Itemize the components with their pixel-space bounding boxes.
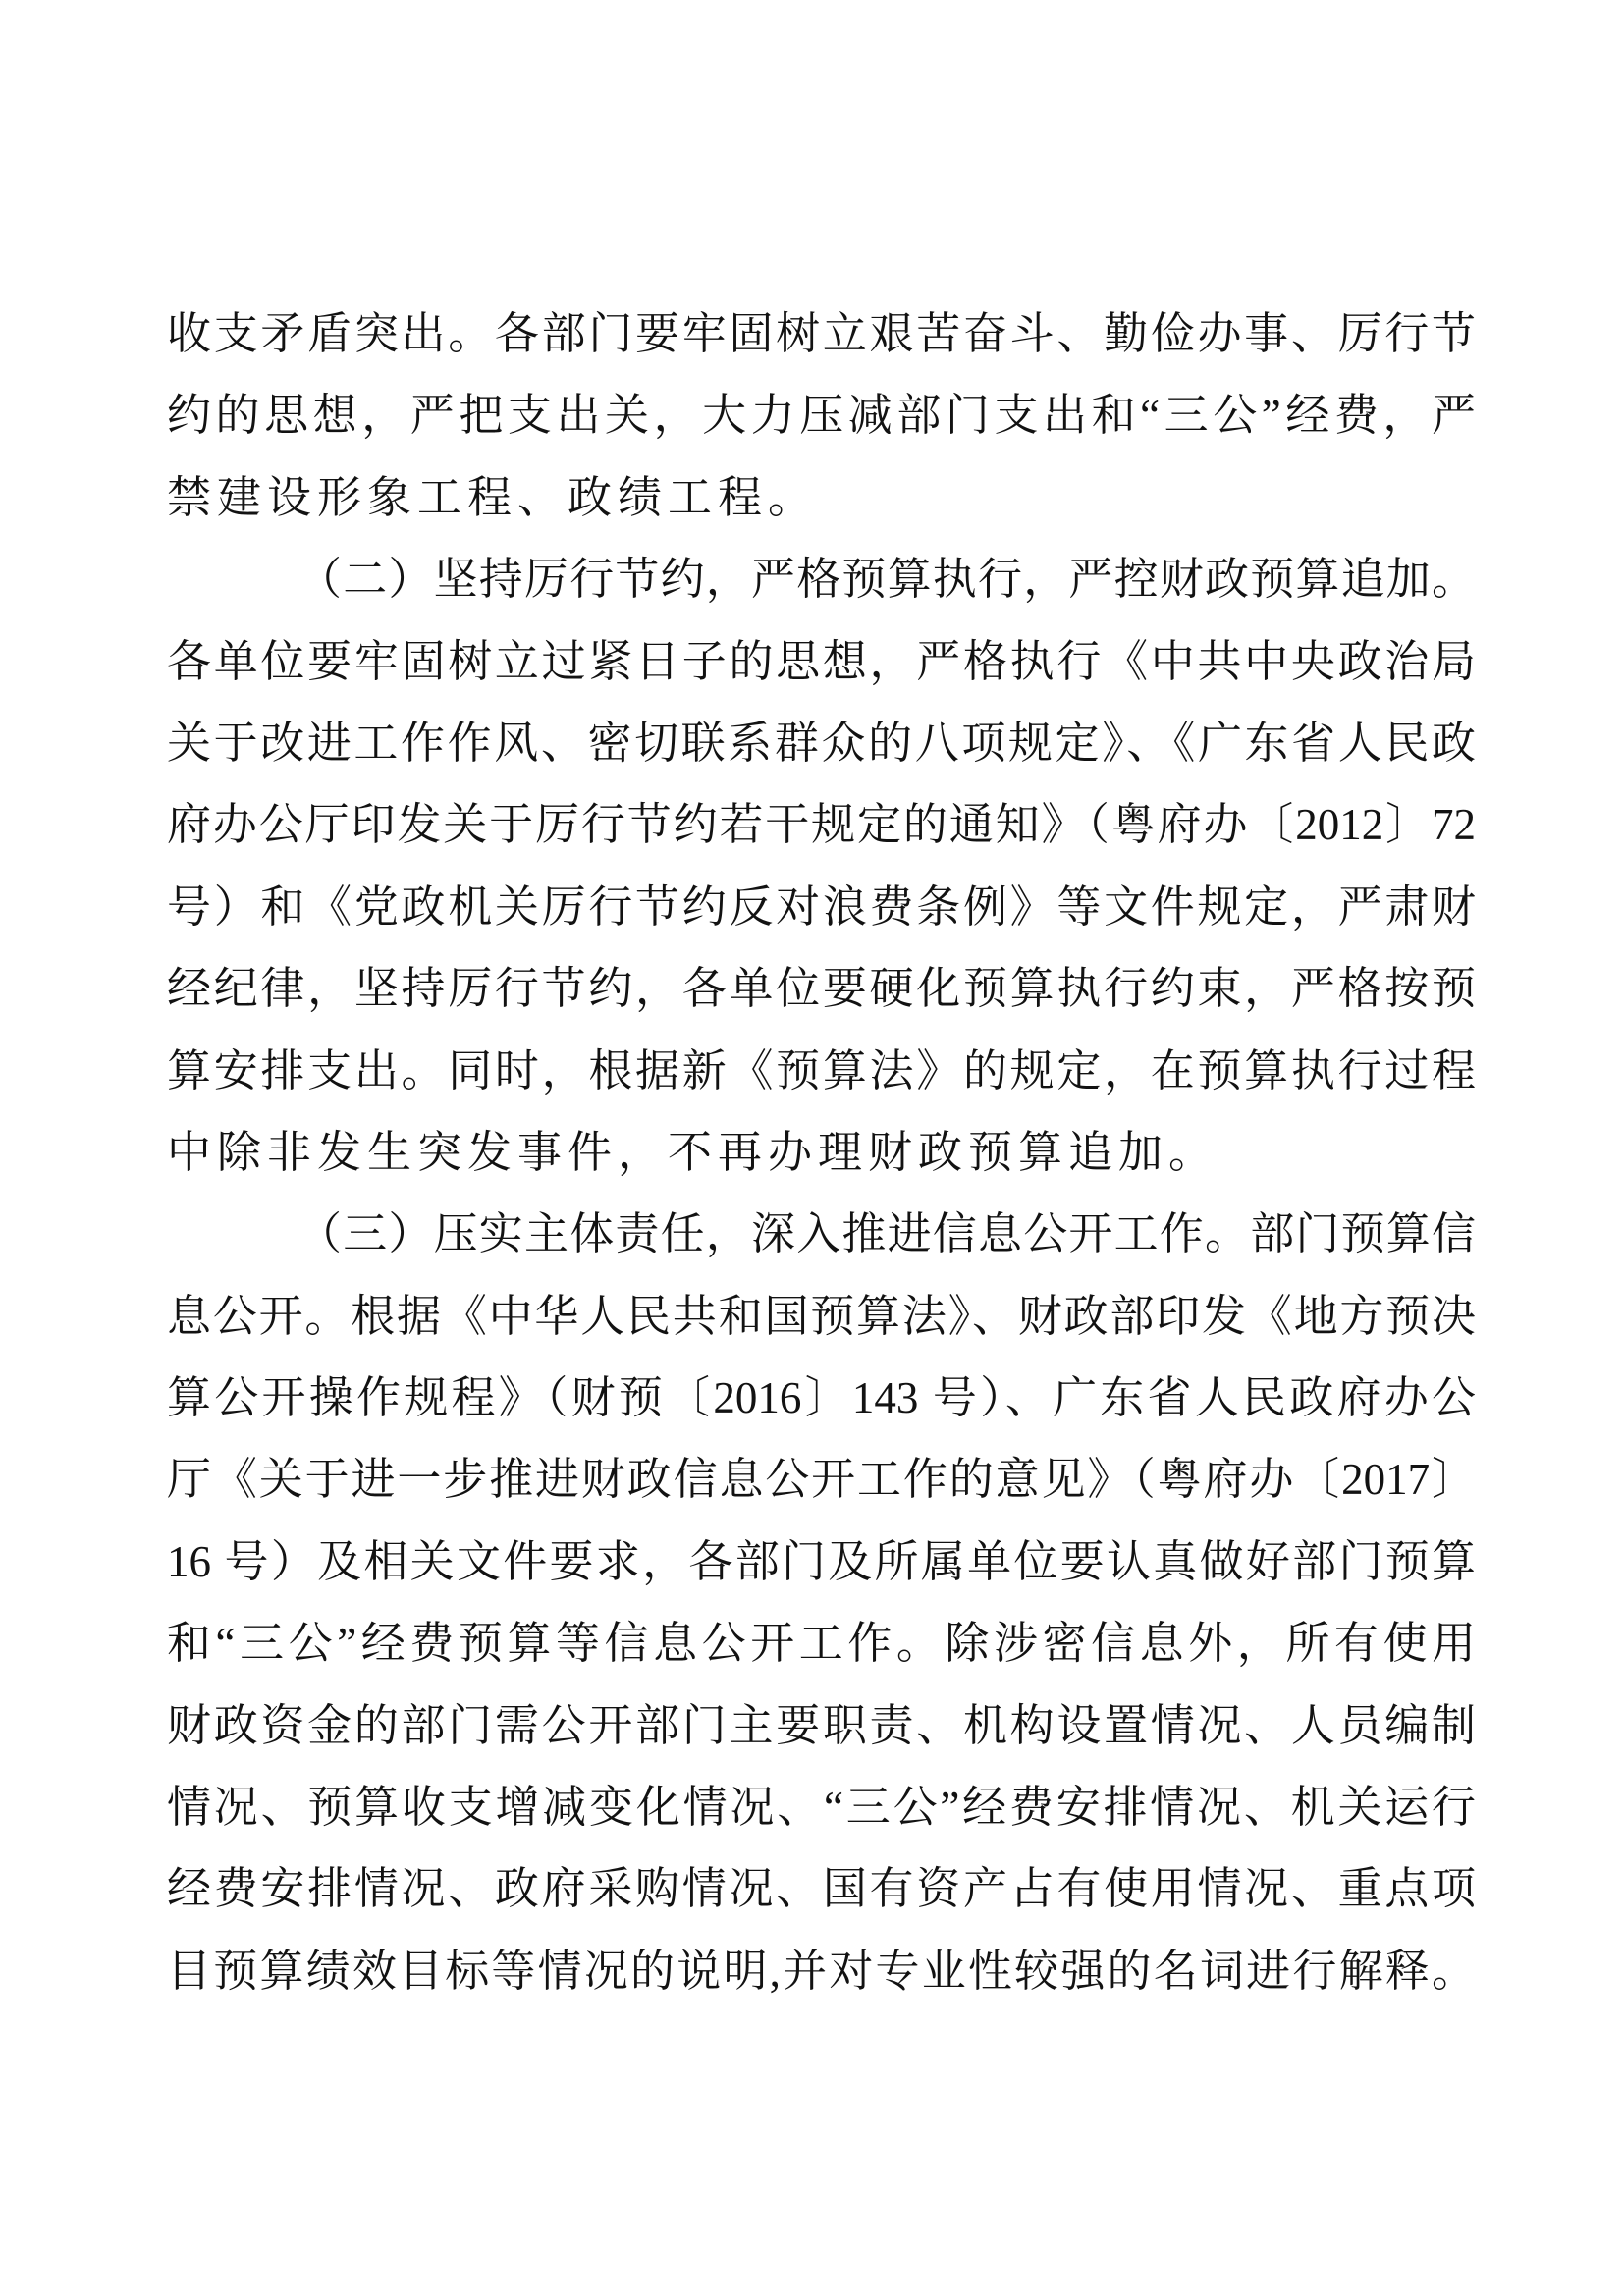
text-line: 府办公厅印发关于厉行节约若干规定的通知》（粤府办〔2012〕72 [167, 800, 1476, 850]
text-line-item-3-heading: （三）压实主体责任，深入推进信息公开工作。部门预算信 [298, 1209, 1476, 1259]
text-line: 禁建设形象工程、政绩工程。 [167, 472, 819, 522]
text-line: 目预算绩效目标等情况的说明,并对专业性较强的名词进行解释。 [167, 1946, 1476, 1996]
document-text-block [167, 294, 1476, 2012]
text-line: 厅《关于进一步推进财政信息公开工作的意见》（粤府办〔2017〕 [167, 1455, 1476, 1505]
text-line: 中除非发生突发事件，不再办理财政预算追加。 [167, 1127, 1219, 1177]
text-line: 和“三公”经费预算等信息公开工作。除涉密信息外，所有使用 [167, 1619, 1476, 1669]
text-line: 算公开操作规程》（财预〔2016〕143 号）、广东省人民政府办公 [167, 1373, 1476, 1423]
text-line: 收支矛盾突出。各部门要牢固树立艰苦奋斗、勤俭办事、厉行节 [167, 309, 1476, 358]
text-line: 算安排支出。同时，根据新《预算法》的规定，在预算执行过程 [167, 1045, 1476, 1095]
text-line: 财政资金的部门需公开部门主要职责、机构设置情况、人员编制 [167, 1700, 1476, 1750]
text-line: 16 号）及相关文件要求，各部门及所属单位要认真做好部门预算 [167, 1536, 1476, 1586]
text-line: 各单位要牢固树立过紧日子的思想，严格执行《中共中央政治局 [167, 636, 1476, 686]
text-line: 息公开。根据《中华人民共和国预算法》、财政部印发《地方预决 [167, 1291, 1476, 1341]
text-line: 约的思想，严把支出关，大力压减部门支出和“三公”经费，严 [167, 391, 1476, 441]
text-line: 经纪律，坚持厉行节约，各单位要硬化预算执行约束，严格按预 [167, 964, 1476, 1014]
text-line: 经费安排情况、政府采购情况、国有资产占有使用情况、重点项 [167, 1864, 1476, 1914]
text-line-item-2-heading: （二）坚持厉行节约，严格预算执行，严控财政预算追加。 [298, 555, 1476, 605]
text-line: 情况、预算收支增减变化情况、“三公”经费安排情况、机关运行 [167, 1783, 1476, 1833]
text-line: 号）和《党政机关厉行节约反对浪费条例》等文件规定，严肃财 [167, 881, 1476, 932]
text-line: 关于改进工作作风、密切联系群众的八项规定》、《广东省人民政 [167, 718, 1476, 768]
